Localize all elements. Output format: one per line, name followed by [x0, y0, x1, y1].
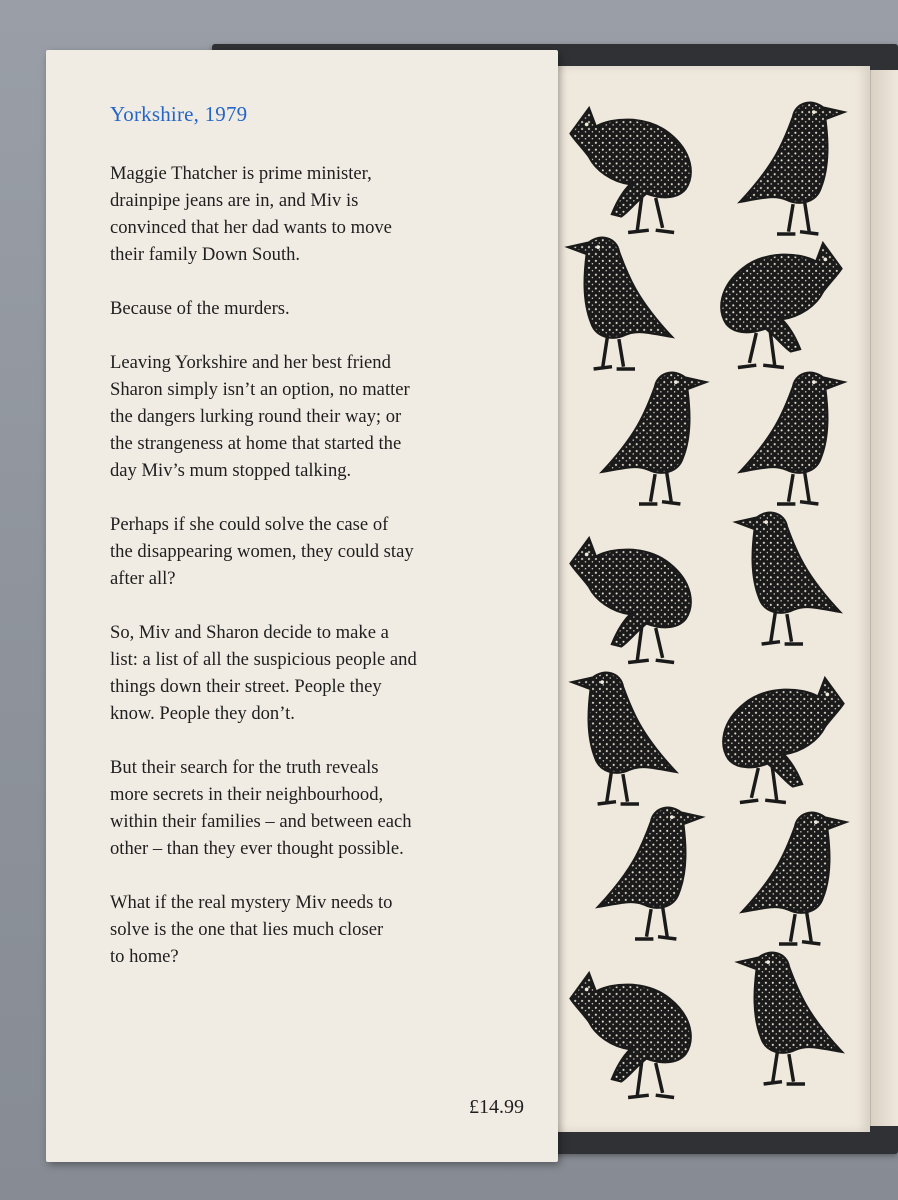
blurb-paragraph [110, 754, 530, 862]
blurb-line: Because of the murders. [110, 298, 290, 319]
crow-illustration [598, 808, 702, 939]
blurb-line: Perhaps if she could solve the case of [110, 514, 389, 535]
blurb-paragraph [110, 349, 530, 484]
blurb-text [110, 160, 530, 997]
blurb-line: But their search for the truth reveals [110, 757, 379, 778]
blurb-line: So, Miv and Sharon decide to make a [110, 622, 389, 643]
flap-heading: Yorkshire, 1979 [110, 102, 248, 126]
price-label: £14.99 [469, 1096, 524, 1118]
next-page-edge [870, 70, 898, 1126]
blurb-line: What if the real mystery Miv needs to [110, 892, 393, 913]
blurb-paragraph [110, 295, 530, 322]
blurb-line: drainpipe jeans are in, and Miv is [110, 190, 359, 211]
crow-illustration [740, 103, 844, 234]
blurb-line: Sharon simply isn’t an option, no matter [110, 379, 410, 400]
blurb-line: the disappearing women, they could stay [110, 541, 414, 562]
blurb-line: list: a list of all the suspicious people and [110, 649, 417, 670]
crow-illustration [740, 373, 844, 504]
crow-illustration [571, 538, 691, 662]
blurb-paragraph [110, 619, 530, 727]
blurb-line: the dangers lurking round their way; or [110, 406, 402, 427]
blurb-line: other – than they ever thought possible. [110, 838, 404, 859]
crow-illustration [602, 373, 706, 504]
crow-illustration [738, 953, 842, 1084]
jacket-flap [46, 50, 558, 1162]
blurb-line: day Miv’s mum stopped talking. [110, 460, 352, 481]
blurb-paragraph [110, 889, 530, 970]
blurb-line: the strangeness at home that started the [110, 433, 402, 454]
blurb-line: solve is the one that lies much closer [110, 919, 384, 940]
crow-illustration [736, 513, 840, 644]
crow-illustration [572, 673, 676, 804]
endpaper-illustration [548, 66, 870, 1132]
blurb-line: things down their street. People they [110, 676, 382, 697]
blurb-line: more secrets in their neighbourhood, [110, 784, 384, 805]
crow-illustration [721, 243, 841, 367]
blurb-line: their family Down South. [110, 244, 301, 265]
blurb-line: Maggie Thatcher is prime minister, [110, 163, 372, 184]
crow-pattern [548, 66, 870, 1132]
crow-illustration [723, 678, 843, 802]
blurb-paragraph [110, 511, 530, 592]
crow-illustration [571, 108, 691, 232]
blurb-line: convinced that her dad wants to move [110, 217, 392, 238]
blurb-paragraph [110, 160, 530, 268]
crow-illustration [742, 813, 846, 944]
blurb-line: Leaving Yorkshire and her best friend [110, 352, 391, 373]
blurb-line: within their families – and between each [110, 811, 412, 832]
crow-illustration [571, 973, 691, 1097]
crow-illustration [568, 238, 672, 369]
blurb-line: after all? [110, 568, 176, 589]
blurb-line: to home? [110, 946, 179, 967]
blurb-line: know. People they don’t. [110, 703, 295, 724]
